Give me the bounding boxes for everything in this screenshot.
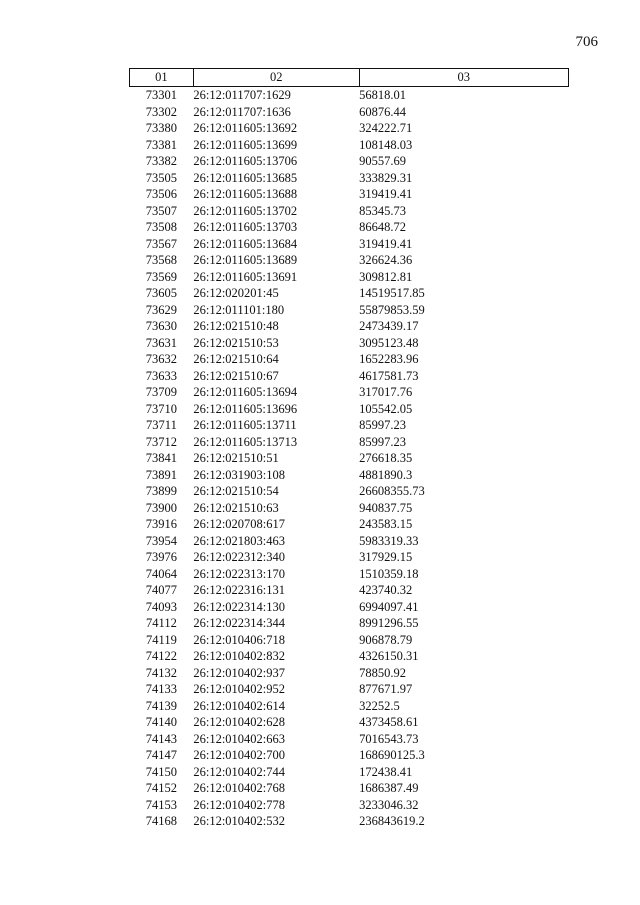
cadastral-number-cell: 26:12:011707:1629 xyxy=(193,88,291,102)
table-row xyxy=(130,648,569,665)
table-row xyxy=(130,632,569,649)
table-row xyxy=(130,566,569,583)
header-row xyxy=(130,69,569,87)
table-row xyxy=(130,813,569,830)
value-cell: 32252.5 xyxy=(359,698,400,713)
row-id-cell: 74143 xyxy=(145,731,178,746)
row-id-cell: 73301 xyxy=(145,88,178,102)
value-cell: 1686387.49 xyxy=(359,781,419,795)
table-row xyxy=(130,731,569,748)
value-cell: 4881890.3 xyxy=(359,467,413,482)
value-cell: 423740.32 xyxy=(359,583,413,597)
value-cell: 4373458.61 xyxy=(359,715,419,729)
value-cell: 236843619.2 xyxy=(359,814,425,828)
value-cell: 319419.41 xyxy=(359,187,413,201)
table-row xyxy=(130,797,569,814)
row-id-cell: 73841 xyxy=(145,451,178,465)
cadastral-number-cell: 26:12:010402:778 xyxy=(193,797,286,812)
row-id-cell: 74150 xyxy=(145,764,178,779)
value-cell: 85997.23 xyxy=(359,434,406,449)
value-cell: 78850.92 xyxy=(359,665,406,680)
row-id-cell: 74152 xyxy=(145,781,178,795)
cadastral-number-cell: 26:12:021510:54 xyxy=(193,484,279,498)
table-row xyxy=(130,269,569,286)
value-cell: 105542.05 xyxy=(359,401,413,416)
table-row xyxy=(130,401,569,418)
value-cell: 60876.44 xyxy=(359,104,406,119)
table-header xyxy=(130,69,569,87)
cadastral-number-cell: 26:12:011605:13691 xyxy=(193,269,298,284)
row-id-cell: 73569 xyxy=(145,269,178,284)
page-number: 706 xyxy=(575,34,598,50)
value-cell: 85997.23 xyxy=(359,418,406,432)
value-cell: 14519517.85 xyxy=(359,286,425,300)
row-id-cell: 74140 xyxy=(145,715,178,729)
cadastral-number-cell: 26:12:022312:340 xyxy=(193,550,286,564)
table-row xyxy=(130,599,569,616)
cadastral-number-cell: 26:12:011605:13696 xyxy=(193,401,298,416)
table-row xyxy=(130,302,569,319)
table-row xyxy=(130,104,569,121)
value-cell: 5983319.33 xyxy=(359,533,419,548)
value-cell: 1510359.18 xyxy=(359,566,419,581)
row-id-cell: 74119 xyxy=(146,632,177,647)
table-row xyxy=(130,186,569,203)
table-row xyxy=(130,87,569,104)
table-row xyxy=(130,615,569,632)
cadastral-number-cell: 26:12:022314:344 xyxy=(193,616,286,630)
value-cell: 85345.73 xyxy=(359,203,406,218)
value-cell: 4617581.73 xyxy=(359,368,419,383)
table-row xyxy=(130,549,569,566)
row-id-cell: 74077 xyxy=(145,583,178,597)
value-cell: 55879853.59 xyxy=(359,302,425,317)
row-id-cell: 73709 xyxy=(145,385,178,399)
table-row xyxy=(130,203,569,220)
row-id-cell: 74133 xyxy=(145,682,178,696)
table-body xyxy=(130,87,569,830)
row-id-cell: 73712 xyxy=(145,434,178,449)
value-cell: 877671.97 xyxy=(359,682,413,696)
table-row xyxy=(130,335,569,352)
cadastral-number-cell: 26:12:021803:463 xyxy=(193,533,286,548)
cadastral-number-cell: 26:12:010402:832 xyxy=(193,649,286,663)
row-id-cell: 74168 xyxy=(145,814,178,828)
row-id-cell: 73633 xyxy=(145,368,178,383)
table-row xyxy=(130,252,569,269)
table-row xyxy=(130,764,569,781)
value-cell: 26608355.73 xyxy=(359,484,425,498)
table-row xyxy=(130,483,569,500)
column-header-02: 02 xyxy=(193,69,359,87)
cadastral-number-cell: 26:12:021510:67 xyxy=(193,368,279,383)
cadastral-number-cell: 26:12:031903:108 xyxy=(193,467,286,482)
value-cell: 168690125.3 xyxy=(359,748,425,762)
table-row xyxy=(130,681,569,698)
value-cell: 4326150.31 xyxy=(359,649,419,663)
table-row xyxy=(130,219,569,236)
value-cell: 1652283.96 xyxy=(359,352,419,366)
cadastral-number-cell: 26:12:011605:13699 xyxy=(193,137,298,152)
row-id-cell: 73711 xyxy=(146,418,177,432)
cadastral-number-cell: 26:12:022316:131 xyxy=(193,583,286,597)
row-id-cell: 73567 xyxy=(145,236,178,251)
row-id-cell: 73891 xyxy=(145,467,178,482)
cadastral-number-cell: 26:12:022314:130 xyxy=(193,599,286,614)
row-id-cell: 73568 xyxy=(145,253,178,267)
cadastral-number-cell: 26:12:010402:532 xyxy=(193,814,286,828)
cadastral-number-cell: 26:12:011605:13711 xyxy=(193,418,297,432)
row-id-cell: 73916 xyxy=(145,517,178,531)
value-cell: 324222.71 xyxy=(359,121,413,135)
value-cell: 276618.35 xyxy=(359,451,413,465)
row-id-cell: 73710 xyxy=(145,401,178,416)
column-header-01: 01 xyxy=(130,69,194,87)
cadastral-number-cell: 26:12:011605:13703 xyxy=(193,220,298,234)
row-id-cell: 74139 xyxy=(145,698,178,713)
table-row xyxy=(130,698,569,715)
cadastral-number-cell: 26:12:011605:13706 xyxy=(193,154,298,168)
row-id-cell: 74112 xyxy=(146,616,177,630)
value-cell: 3233046.32 xyxy=(359,797,419,812)
cadastral-number-cell: 26:12:010402:744 xyxy=(193,764,286,779)
table-row xyxy=(130,236,569,253)
cadastral-number-cell: 26:12:011605:13713 xyxy=(193,434,298,449)
table-row xyxy=(130,417,569,434)
cadastral-number-cell: 26:12:011605:13688 xyxy=(193,187,298,201)
value-cell: 333829.31 xyxy=(359,170,413,185)
table-row xyxy=(130,780,569,797)
table-row xyxy=(130,318,569,335)
cadastral-number-cell: 26:12:011605:13689 xyxy=(193,253,298,267)
cadastral-number-cell: 26:12:021510:53 xyxy=(193,335,279,350)
value-cell: 56818.01 xyxy=(359,88,406,102)
table-row xyxy=(130,170,569,187)
row-id-cell: 73630 xyxy=(145,319,178,333)
table-row xyxy=(130,747,569,764)
value-cell: 172438.41 xyxy=(359,764,413,779)
row-id-cell: 73381 xyxy=(145,137,178,152)
table-row xyxy=(130,500,569,517)
value-cell: 326624.36 xyxy=(359,253,413,267)
cadastral-number-cell: 26:12:022313:170 xyxy=(193,566,286,581)
value-cell: 2473439.17 xyxy=(359,319,419,333)
table-row xyxy=(130,665,569,682)
value-cell: 7016543.73 xyxy=(359,731,419,746)
table-row xyxy=(130,516,569,533)
row-id-cell: 73382 xyxy=(145,154,178,168)
value-cell: 8991296.55 xyxy=(359,616,419,630)
cadastral-number-cell: 26:12:021510:48 xyxy=(193,319,279,333)
cadastral-number-cell: 26:12:021510:64 xyxy=(193,352,279,366)
row-id-cell: 73506 xyxy=(145,187,178,201)
cadastral-number-cell: 26:12:010402:937 xyxy=(193,665,286,680)
value-cell: 3095123.48 xyxy=(359,335,419,350)
cadastral-number-cell: 26:12:011605:13685 xyxy=(193,170,298,185)
table-row xyxy=(130,434,569,451)
value-cell: 309812.81 xyxy=(359,269,413,284)
value-cell: 906878.79 xyxy=(359,632,413,647)
row-id-cell: 73899 xyxy=(145,484,178,498)
cadastral-number-cell: 26:12:011707:1636 xyxy=(193,104,291,119)
row-id-cell: 73505 xyxy=(145,170,178,185)
column-header-03: 03 xyxy=(359,69,568,87)
cadastral-number-cell: 26:12:011605:13702 xyxy=(193,203,298,218)
row-id-cell: 73900 xyxy=(145,500,178,515)
cadastral-number-cell: 26:12:010406:718 xyxy=(193,632,286,647)
table-row xyxy=(130,153,569,170)
cadastral-number-cell: 26:12:010402:700 xyxy=(193,748,286,762)
row-id-cell: 73605 xyxy=(145,286,178,300)
row-id-cell: 73632 xyxy=(145,352,178,366)
data-table xyxy=(129,68,569,830)
row-id-cell: 74132 xyxy=(145,665,178,680)
value-cell: 243583.15 xyxy=(359,517,413,531)
table-row xyxy=(130,450,569,467)
cadastral-number-cell: 26:12:011101:180 xyxy=(193,302,285,317)
cadastral-number-cell: 26:12:011605:13694 xyxy=(193,385,298,399)
cadastral-number-cell: 26:12:021510:51 xyxy=(193,451,279,465)
table-row xyxy=(130,351,569,368)
row-id-cell: 73629 xyxy=(145,302,178,317)
table-row xyxy=(130,467,569,484)
value-cell: 108148.03 xyxy=(359,137,413,152)
table-row xyxy=(130,533,569,550)
cadastral-number-cell: 26:12:011605:13692 xyxy=(193,121,298,135)
table-row xyxy=(130,137,569,154)
table-row xyxy=(130,714,569,731)
cadastral-number-cell: 26:12:010402:614 xyxy=(193,698,286,713)
row-id-cell: 73302 xyxy=(145,104,178,119)
value-cell: 940837.75 xyxy=(359,500,413,515)
row-id-cell: 74122 xyxy=(145,649,178,663)
row-id-cell: 73508 xyxy=(145,220,178,234)
table-row xyxy=(130,368,569,385)
row-id-cell: 74093 xyxy=(145,599,178,614)
cadastral-number-cell: 26:12:021510:63 xyxy=(193,500,279,515)
cadastral-number-cell: 26:12:010402:628 xyxy=(193,715,286,729)
cadastral-number-cell: 26:12:011605:13684 xyxy=(193,236,298,251)
cadastral-number-cell: 26:12:010402:768 xyxy=(193,781,286,795)
value-cell: 317929.15 xyxy=(359,550,413,564)
value-cell: 317017.76 xyxy=(359,385,413,399)
row-id-cell: 73631 xyxy=(145,335,178,350)
table-row xyxy=(130,285,569,302)
row-id-cell: 74064 xyxy=(145,566,178,581)
table-row xyxy=(130,120,569,137)
value-cell: 86648.72 xyxy=(359,220,406,234)
cadastral-number-cell: 26:12:010402:952 xyxy=(193,682,286,696)
row-id-cell: 74147 xyxy=(145,748,178,762)
row-id-cell: 73954 xyxy=(145,533,178,548)
row-id-cell: 74153 xyxy=(145,797,178,812)
value-cell: 6994097.41 xyxy=(359,599,419,614)
cadastral-number-cell: 26:12:020708:617 xyxy=(193,517,286,531)
table-row xyxy=(130,384,569,401)
value-cell: 90557.69 xyxy=(359,154,406,168)
value-cell: 319419.41 xyxy=(359,236,413,251)
table-row xyxy=(130,582,569,599)
cadastral-number-cell: 26:12:010402:663 xyxy=(193,731,286,746)
cadastral-number-cell: 26:12:020201:45 xyxy=(193,286,279,300)
row-id-cell: 73507 xyxy=(145,203,178,218)
row-id-cell: 73380 xyxy=(145,121,178,135)
row-id-cell: 73976 xyxy=(145,550,178,564)
